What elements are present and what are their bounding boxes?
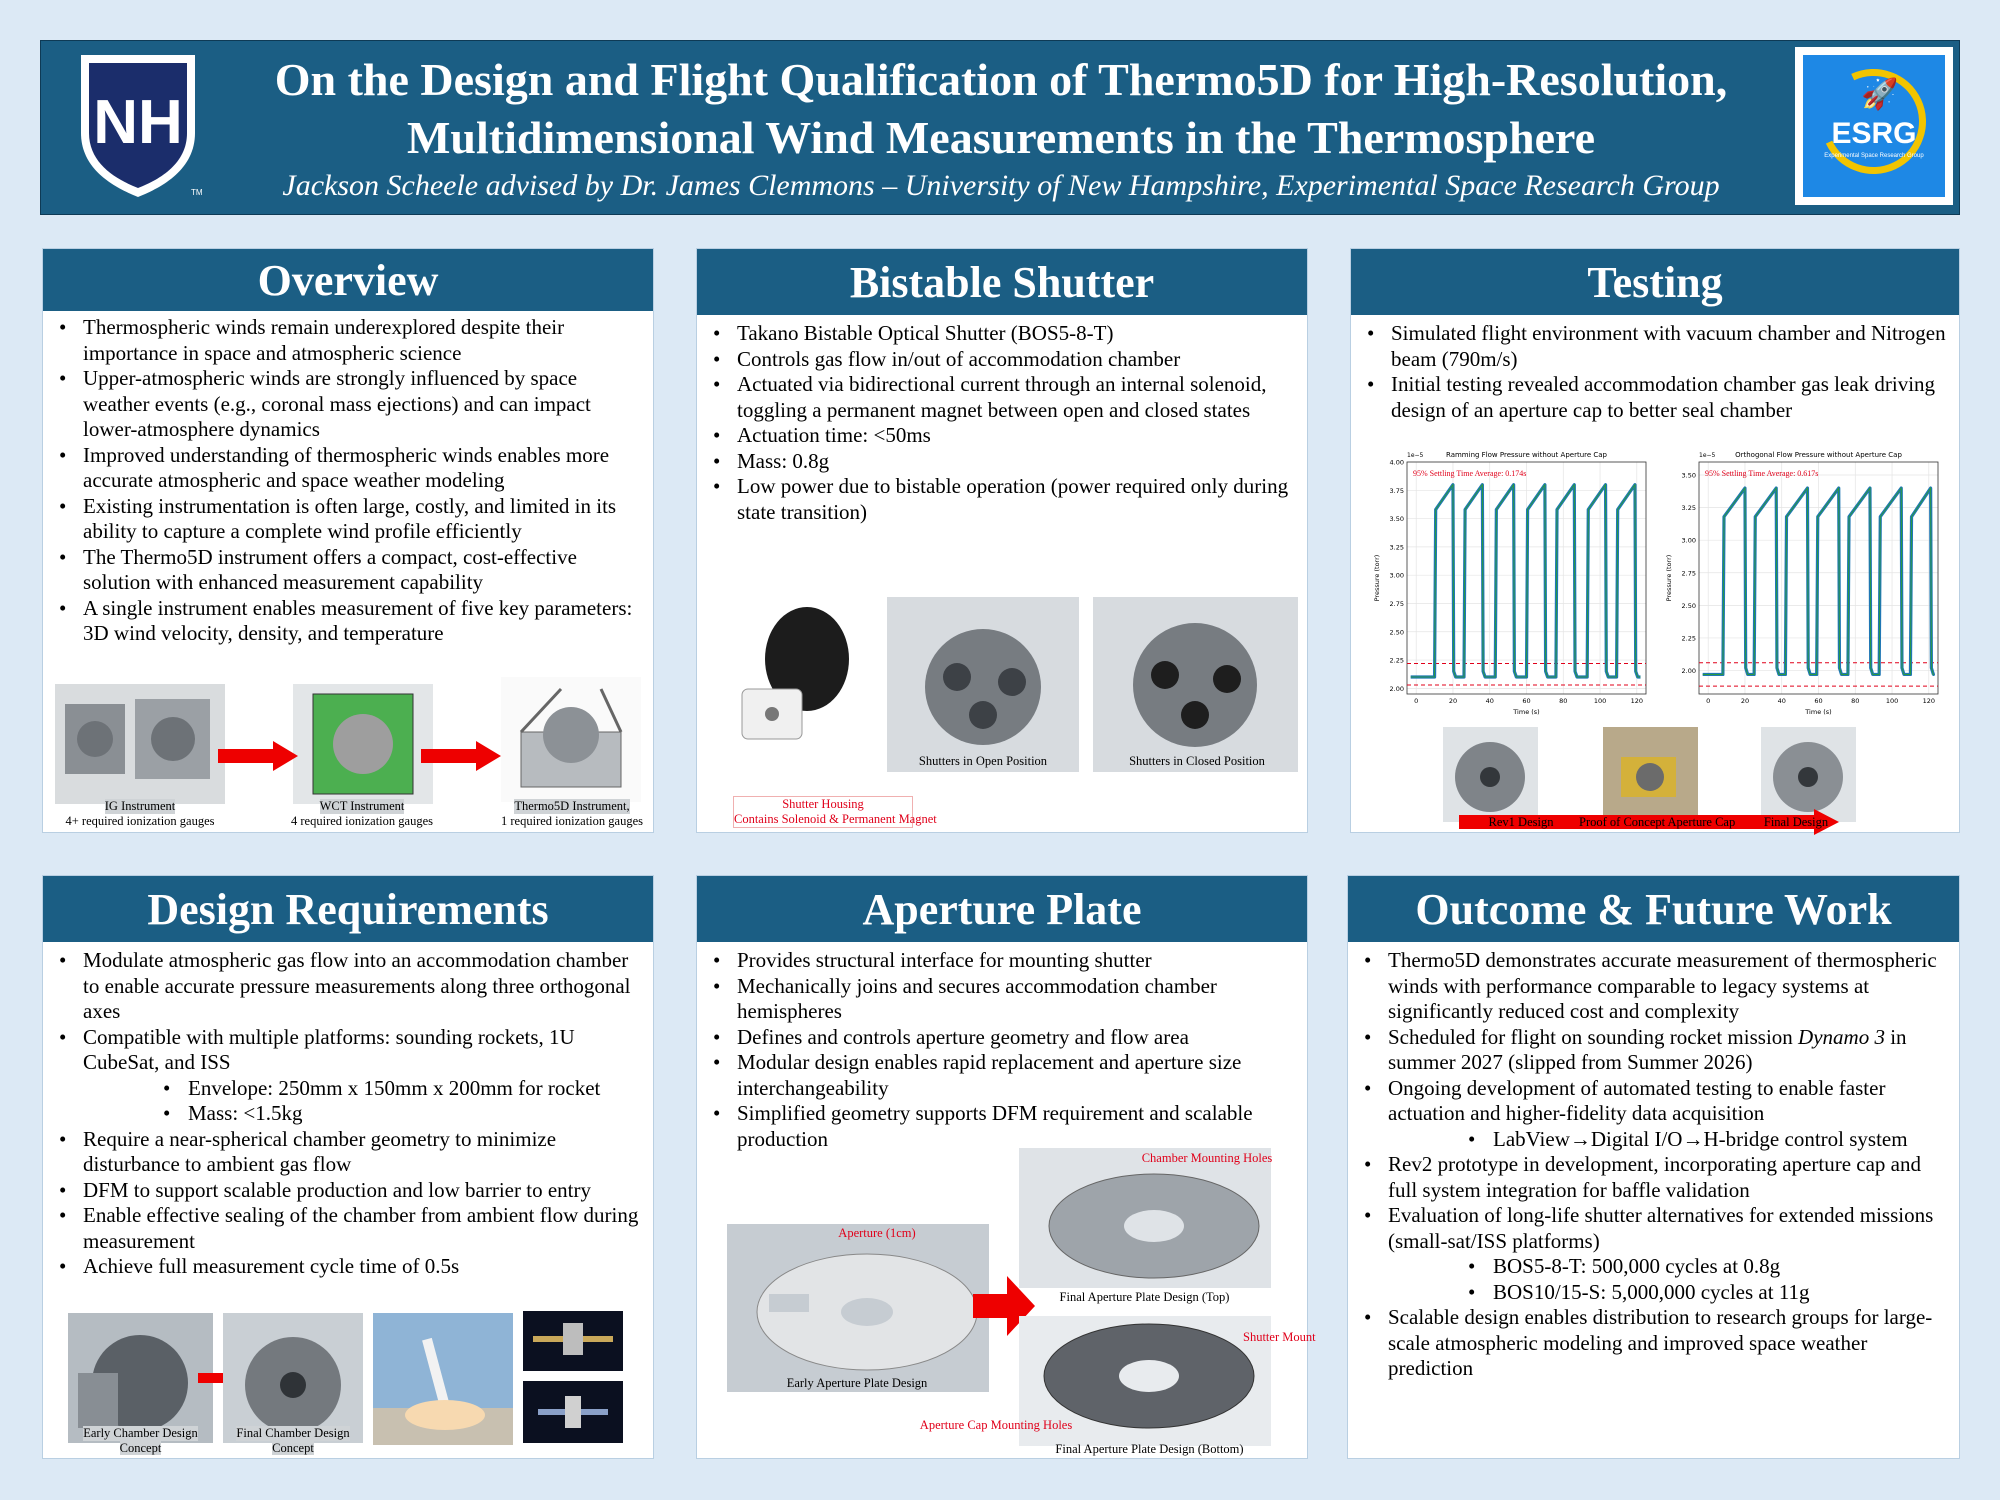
list-item: • Compatible with multiple platforms: sounding rockets, 1U CubeSat, and ISS	[53, 1025, 643, 1076]
list-item: • Scalable design enables distribution to research groups for large-scale atmospheric modeling and improved space weather prediction	[1358, 1305, 1949, 1382]
svg-text:NH: NH	[93, 88, 183, 157]
y-tick-label: 2.75	[1389, 599, 1404, 608]
closed-position-caption: Shutters in Closed Position	[1129, 754, 1265, 768]
aperture-cap-label: Proof of Concept Aperture Cap	[1579, 815, 1736, 829]
final-design-photo	[1761, 727, 1856, 822]
x-tick-label: 60	[1522, 697, 1531, 705]
list-item: • BOS5-8-T: 500,000 cycles at 0.8g	[1358, 1254, 1949, 1280]
aperture-bullets	[697, 942, 1307, 1152]
list-item: • Actuation time: <50ms	[707, 423, 1297, 449]
final-bottom-caption: Final Aperture Plate Design (Bottom)	[1055, 1442, 1244, 1456]
y-tick-label: 3.50	[1389, 515, 1404, 524]
rocket-launch-image	[373, 1313, 513, 1445]
rocket-icon: 🚀	[1861, 78, 1899, 111]
aperture-heading: Aperture Plate	[697, 876, 1307, 942]
ig-caption: IG Instrument 4+ required ionization gauges	[65, 799, 215, 828]
orthogonal-flow-chart	[1663, 444, 1948, 724]
overview-heading: Overview	[43, 249, 653, 311]
red-arrow-icon	[421, 741, 501, 771]
title-line-2: Multidimensional Wind Measurements in the Thermosphere	[406, 112, 1595, 163]
x-tick-label: 100	[1593, 697, 1607, 705]
chart-background	[1663, 444, 1948, 724]
y-axis-label: Pressure (torr)	[1373, 554, 1381, 602]
esrg-logo	[1795, 47, 1953, 205]
shutter-panel	[696, 248, 1308, 833]
requirements-panel	[42, 875, 654, 1459]
shutter-heading: Bistable Shutter	[697, 249, 1307, 315]
outcome-panel	[1347, 875, 1960, 1459]
overview-panel	[42, 248, 654, 833]
early-chamber-caption: Early Chamber Design Concept	[83, 1426, 198, 1455]
x-tick-label: 0	[1414, 697, 1419, 705]
list-item: • Envelope: 250mm x 150mm x 200mm for rocket	[53, 1076, 643, 1102]
unh-shield-logo	[63, 51, 213, 201]
y-tick-label: 2.75	[1681, 569, 1696, 578]
aperture-panel	[696, 875, 1316, 1459]
y-tick-label: 3.50	[1681, 471, 1696, 480]
list-item: • Actuated via bidirectional current through an internal solenoid, toggling a permanent magnet between open and closed states	[707, 372, 1297, 423]
housing-label: Shutter Housing Contains Solenoid & Permanent Magnet	[734, 797, 937, 826]
shutter-housing-image	[727, 604, 857, 754]
list-item: • Enable effective sealing of the chamber from ambient flow during measurement	[53, 1203, 643, 1254]
y-axis-label: Pressure (torr)	[1665, 554, 1673, 602]
list-item: • Provides structural interface for mounting shutter	[707, 948, 1297, 974]
open-position-caption: Shutters in Open Position	[918, 754, 1048, 768]
shutters-closed-image	[1093, 597, 1298, 772]
x-tick-label: 40	[1485, 697, 1494, 705]
list-item: • Initial testing revealed accommodation chamber gas leak driving design of an aperture cap to better seal chamber	[1361, 372, 1949, 423]
iss-image	[523, 1311, 623, 1371]
x-tick-label: 40	[1777, 697, 1786, 705]
poster-header	[40, 40, 1960, 215]
y-tick-label: 3.25	[1389, 543, 1404, 552]
scale-label: 1e−5	[1699, 452, 1716, 459]
final-aperture-top-image	[1019, 1148, 1271, 1288]
y-tick-label: 3.25	[1681, 504, 1696, 513]
thermo5d-caption: Thermo5D Instrument, 1 required ionization gauges	[501, 799, 643, 828]
list-item: • A single instrument enables measurement of five key parameters: 3D wind velocity, density, and temperature	[53, 596, 643, 647]
chart-title: Orthogonal Flow Pressure without Aperture Cap	[1735, 451, 1902, 459]
y-tick-label: 2.00	[1681, 667, 1696, 676]
final-design-label: Final Design	[1763, 815, 1829, 829]
list-item: • Ongoing development of automated testing to enable faster actuation and higher-fidelity data acquisition	[1358, 1076, 1949, 1127]
testing-bullets	[1351, 315, 1959, 423]
y-tick-label: 3.75	[1389, 486, 1404, 495]
y-tick-label: 2.50	[1681, 601, 1696, 610]
chart-title: Ramming Flow Pressure without Aperture Cap	[1445, 451, 1608, 459]
red-arrow-icon	[218, 741, 298, 771]
x-tick-label: 20	[1448, 697, 1458, 705]
x-tick-label: 0	[1706, 697, 1711, 705]
final-chamber-caption: Final Chamber Design Concept	[236, 1426, 350, 1455]
early-aperture-caption: Early Aperture Plate Design	[786, 1376, 928, 1390]
x-tick-label: 120	[1630, 697, 1644, 705]
settling-annotation: 95% Settling Time Average: 0.617s	[1705, 469, 1819, 478]
x-tick-label: 80	[1851, 697, 1860, 705]
testing-heading: Testing	[1351, 249, 1959, 315]
overview-bullets	[43, 311, 653, 647]
list-item: • Evaluation of long-life shutter alternatives for extended missions (small-sat/ISS platforms)	[1358, 1203, 1949, 1254]
list-item: • Require a near-spherical chamber geometry to minimize disturbance to ambient gas flow	[53, 1127, 643, 1178]
list-item: • Modulate atmospheric gas flow into an accommodation chamber to enable accurate pressure measurements along three orthogonal axes	[53, 948, 643, 1025]
requirements-bullets	[43, 942, 653, 1280]
list-item: • Mechanically joins and secures accommodation chamber hemispheres	[707, 974, 1297, 1025]
y-tick-label: 4.00	[1389, 458, 1404, 467]
svg-text:TM: TM	[191, 188, 203, 197]
list-item: • Defines and controls aperture geometry and flow area	[707, 1025, 1297, 1051]
outcome-bullets	[1348, 942, 1959, 1382]
poster-title	[231, 51, 1771, 167]
ramming-flow-chart	[1371, 444, 1656, 724]
wct-instrument-image	[293, 684, 433, 804]
list-item: • Thermospheric winds remain underexplored despite their importance in space and atmospheric science	[53, 315, 643, 366]
list-item: • Scheduled for flight on sounding rocket mission Dynamo 3 in summer 2027 (slipped from Summer 2026)	[1358, 1025, 1949, 1076]
x-axis-label: Time (s)	[1513, 708, 1540, 716]
early-aperture-plate-image	[727, 1224, 989, 1392]
list-item: • DFM to support scalable production and low barrier to entry	[53, 1178, 643, 1204]
requirements-heading: Design Requirements	[43, 876, 653, 942]
scale-label: 1e−5	[1407, 452, 1424, 459]
wct-caption: WCT Instrument 4 required ionization gauges	[291, 799, 433, 828]
list-item: • BOS10/15-S: 5,000,000 cycles at 11g	[1358, 1280, 1949, 1306]
list-item: • Achieve full measurement cycle time of 0.5s	[53, 1254, 643, 1280]
authors-line: Jackson Scheele advised by Dr. James Clemmons – University of New Hampshire, Experimental Space Research Group	[282, 169, 1720, 202]
rev1-label: Rev1 Design	[1488, 815, 1554, 829]
final-top-caption: Final Aperture Plate Design (Top)	[1059, 1290, 1230, 1304]
list-item: • Mass: <1.5kg	[53, 1101, 643, 1127]
outcome-heading: Outcome & Future Work	[1348, 876, 1959, 942]
list-item: • Low power due to bistable operation (power required only during state transition)	[707, 474, 1297, 525]
list-item: • Rev2 prototype in development, incorporating aperture cap and full system integration for baffle validation	[1358, 1152, 1949, 1203]
esrg-logo-subtext: Experimental Space Research Group	[1824, 153, 1924, 159]
final-chamber-image	[223, 1313, 363, 1443]
x-tick-label: 60	[1814, 697, 1823, 705]
settling-annotation: 95% Settling Time Average: 0.174s	[1413, 469, 1527, 478]
aperture-size-label: Aperture (1cm)	[838, 1226, 916, 1240]
list-item: • Mass: 0.8g	[707, 449, 1297, 475]
y-tick-label: 2.25	[1681, 634, 1696, 643]
x-tick-label: 80	[1559, 697, 1568, 705]
list-item: • Upper-atmospheric winds are strongly influenced by space weather events (e.g., coronal mass ejections) and can impact lower-atmosphere dynamics	[53, 366, 643, 443]
testing-panel	[1350, 248, 1960, 833]
list-item: • Improved understanding of thermospheric winds enables more accurate atmospheric and space weather modeling	[53, 443, 643, 494]
y-tick-label: 2.00	[1389, 684, 1404, 693]
chamber-holes-label: Chamber Mounting Holes	[1141, 1151, 1273, 1165]
list-item: • The Thermo5D instrument offers a compact, cost-effective solution with enhanced measurement capability	[53, 545, 643, 596]
title-line-1: On the Design and Flight Qualification of Thermo5D for High-Resolution,	[274, 54, 1728, 105]
shutter-mount-label: Shutter Mount	[1243, 1330, 1316, 1344]
ig-instrument-image	[55, 684, 225, 804]
y-tick-label: 3.00	[1389, 571, 1404, 580]
y-tick-label: 2.25	[1389, 656, 1404, 665]
shutter-bullets	[697, 315, 1307, 525]
list-item: • Thermo5D demonstrates accurate measurement of thermospheric winds with performance comparable to legacy systems at significantly reduced cost and complexity	[1358, 948, 1949, 1025]
list-item: • Simplified geometry supports DFM requirement and scalable production	[707, 1101, 1297, 1152]
list-item: • LabView→Digital I/O→H-bridge control system	[1358, 1127, 1949, 1153]
list-item: • Simulated flight environment with vacuum chamber and Nitrogen beam (790m/s)	[1361, 321, 1949, 372]
cap-holes-label: Aperture Cap Mounting Holes	[919, 1418, 1073, 1432]
early-chamber-image	[68, 1313, 213, 1443]
aperture-cap-photo	[1603, 727, 1698, 822]
list-item: • Controls gas flow in/out of accommodation chamber	[707, 347, 1297, 373]
list-item: • Modular design enables rapid replacement and aperture size interchangeability	[707, 1050, 1297, 1101]
esrg-logo-text: ESRG	[1831, 117, 1917, 150]
cubesat-image	[523, 1381, 623, 1443]
x-tick-label: 100	[1885, 697, 1899, 705]
list-item: • Takano Bistable Optical Shutter (BOS5-8-T)	[707, 321, 1297, 347]
rev1-design-photo	[1443, 727, 1538, 822]
x-tick-label: 20	[1740, 697, 1750, 705]
y-tick-label: 3.00	[1681, 536, 1696, 545]
shutters-open-image	[887, 597, 1079, 772]
x-axis-label: Time (s)	[1805, 708, 1832, 716]
thermo5d-instrument-image	[501, 677, 641, 802]
x-tick-label: 120	[1922, 697, 1936, 705]
y-tick-label: 2.50	[1389, 628, 1404, 637]
list-item: • Existing instrumentation is often large, costly, and limited in its ability to capture a complete wind profile efficiently	[53, 494, 643, 545]
